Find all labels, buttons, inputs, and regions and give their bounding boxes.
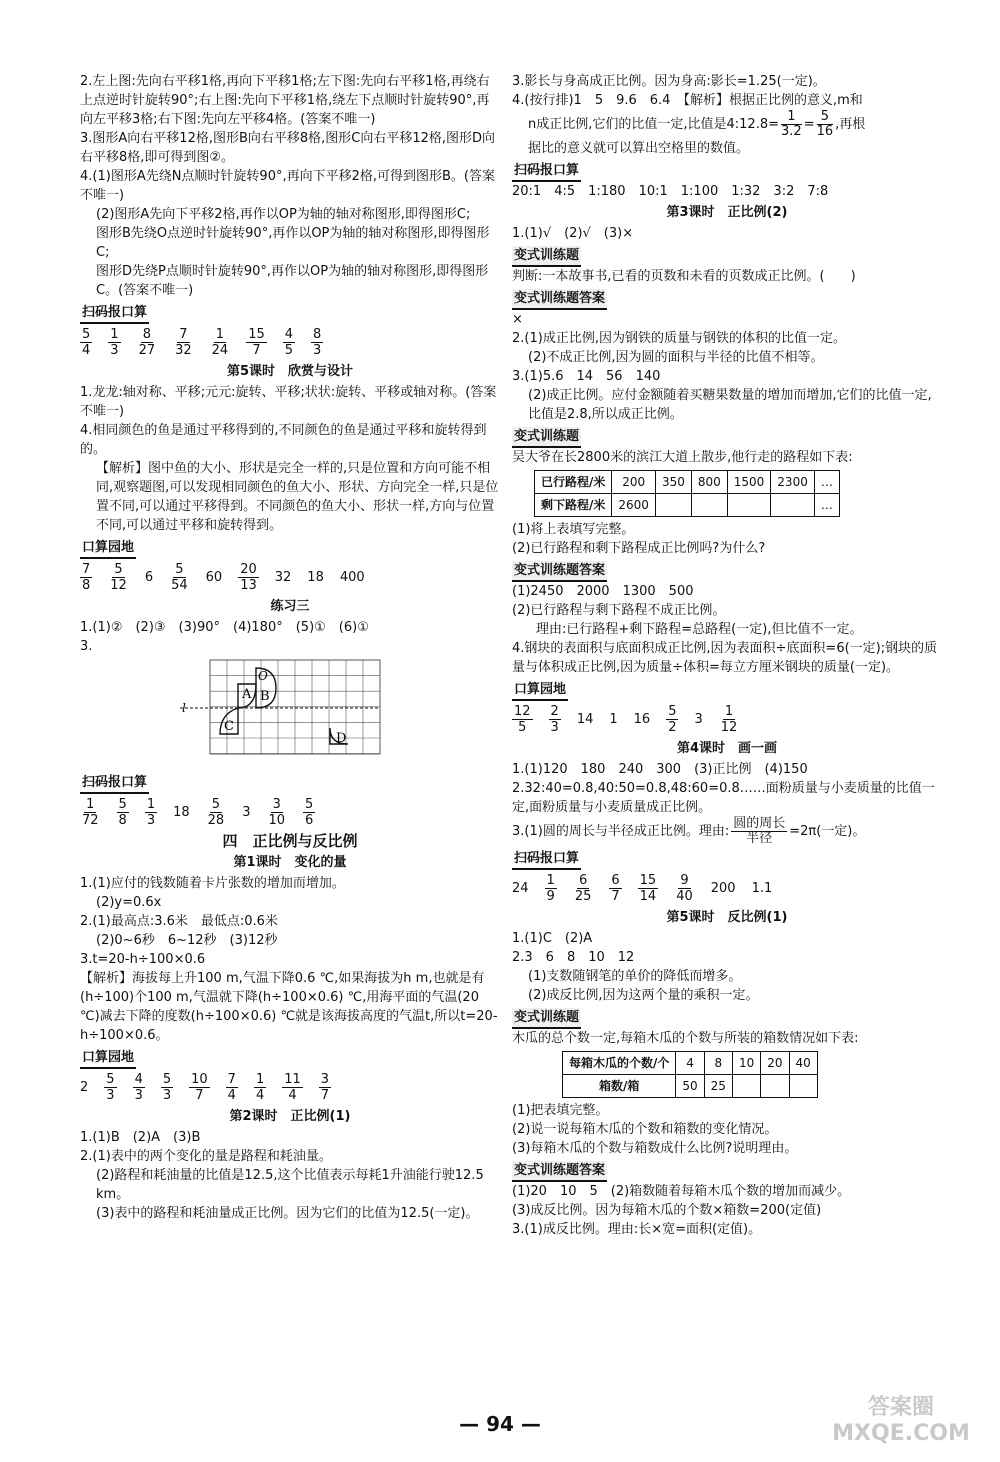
section-label-scan: 扫码报口算: [80, 303, 149, 324]
label-b: B: [260, 689, 270, 704]
section-label-variant-answer: 变式训练题答案: [512, 1161, 607, 1182]
label-a: A: [242, 687, 252, 702]
table-cell: 25: [704, 1075, 732, 1098]
answer-item: (1)2450 2000 1300 500: [512, 584, 694, 599]
question-text: (2)已行路程和剩下路程成正比例吗?为什么?: [512, 541, 766, 556]
question-text: 判断:一本故事书,已看的页数和未看的页数成正比例。( ): [512, 269, 856, 284]
answer-item: 4.(1)图形A先绕N点顺时针旋转90°,再向下平移2格,可得到图形B。(答案不唯一): [80, 169, 496, 203]
oral-answer-row: 20:1 4:5 1:180 10:1 1:100 1:32 3:2 7:8: [512, 184, 829, 199]
answer-item: (2)成反比例,因为这两个量的乘积一定。: [528, 988, 759, 1003]
answer-item: (2)图形A先向下平移2格,再作以OP为轴的轴对称图形,即得图形C;: [96, 207, 471, 222]
answer-item: 图形D先绕P点顺时针旋转90°,再作以OP为轴的轴对称图形,即得图形C。(答案不唯一): [96, 264, 489, 298]
analysis-text: 【解析】图中鱼的大小、形状是完全一样的,只是位置和方向可能不相同,观察题图,可以发现相同颜色的鱼大小、形状、方向完全一样,只是位置不同,可以通过平移得到。不同颜色的鱼大小、形状一样,方向与位置不同,可以通过平移和旋转得到。: [96, 461, 499, 533]
section-label-scan: 扫码报口算: [512, 161, 581, 182]
table-row: [535, 471, 840, 494]
table-cell: 2300: [771, 471, 815, 494]
page-number: — 94 —: [459, 1412, 541, 1436]
table-cell: 40: [789, 1052, 817, 1075]
table-cell: 8: [704, 1052, 732, 1075]
answer-item: (2)0~6秒 6~12秒 (3)12秒: [96, 933, 278, 948]
lesson-title: 第2课时 正比例(1): [229, 1109, 351, 1124]
table-cell: 剩下路程/米: [535, 494, 612, 517]
answer-item: 3.影长与身高成正比例。因为身高:影长=1.25(一定)。: [512, 74, 826, 89]
exercise-title: 练习三: [270, 599, 310, 614]
answer-item: 2.3 6 8 10 12: [512, 950, 635, 965]
left-column: [80, 72, 500, 1223]
lesson-title: 第4课时 画一画: [676, 741, 778, 756]
distance-table: [534, 470, 840, 517]
fraction: $\frac{5}{4}$: [82, 327, 91, 358]
answer-item: 3.(1)圆的周长与半径成正比例。理由: $\frac{\text{圆的周长}}{\text{半径}}$ =2π(一定)。: [512, 816, 866, 846]
question-text: (1)把表填完整。: [512, 1103, 609, 1118]
fraction: $\frac{1}{4}$: [255, 1072, 265, 1103]
fraction: $\frac{5}{6}$: [305, 797, 314, 828]
answer-item: 2.左上图:先向右平移1格,再向下平移1格;左下图:先向右平移1格,再绕右上点逆时针旋转90°;右上图:先向下平移1格,绕左下点顺时针旋转90°,再向左平移3格;右下图:先向左平移4格。(答案不唯一): [80, 74, 490, 127]
table-row: [563, 1052, 818, 1075]
table-cell: 800: [691, 471, 727, 494]
answer-item: (3)表中的路程和耗油量成正比例。因为它们的比值为12.5(一定)。: [96, 1206, 479, 1221]
answer-item: 3.: [80, 639, 93, 654]
section-label-variant: 变式训练题: [512, 427, 581, 448]
lesson-title: 第1课时 变化的量: [233, 855, 347, 870]
fraction: $\frac{1}{72}$: [82, 797, 99, 828]
label-l: l: [182, 701, 186, 715]
answer-item: 4.钢块的表面积与底面积成正比例,因为表面积÷底面积=6(一定);钢块的质量与体积成正比例,因为质量÷体积=每立方厘米钢块的质量(一定)。: [512, 641, 938, 675]
table-cell: [691, 494, 727, 517]
fraction: $\frac{8}{27}$: [138, 327, 156, 358]
answer-item: 4.(按行排)1 5 9.6 6.4 【解析】根据正比例的意义,m和: [512, 93, 863, 108]
watermark-logo: 答案圈 MXQE.COM: [832, 1395, 970, 1446]
answer-item: 1.(1)应付的钱数随着卡片张数的增加而增加。: [80, 876, 345, 891]
table-cell: 10: [732, 1052, 760, 1075]
table-row: [563, 1075, 818, 1098]
section-label-oral: 口算园地: [80, 1048, 136, 1069]
label-c: C: [224, 719, 234, 734]
number: 18: [307, 570, 324, 585]
text-segment: ,再根: [835, 117, 866, 132]
answer-item: 1.龙龙:轴对称、平移;元元:旋转、平移;状状:旋转、平移或轴对称。(答案不唯一): [80, 385, 497, 419]
fraction: $\frac{5}{2}$: [668, 704, 677, 735]
fraction: $\frac{11}{4}$: [284, 1072, 301, 1103]
number: 6: [144, 570, 154, 585]
fraction: $\frac{5}{3}$: [106, 1072, 115, 1103]
answer-item: (3)成反比例。因为每箱木瓜的个数×箱数=200(定值): [512, 1203, 822, 1218]
text-segment: n成正比例,它们的比值一定,比值是4:12.8=: [528, 117, 779, 132]
section-label-variant: 变式训练题: [512, 1008, 581, 1029]
number: 1: [609, 712, 618, 727]
right-column: [512, 72, 942, 1239]
fraction: $\frac{3}{10}$: [268, 797, 286, 828]
question-text: (2)说一说每箱木瓜的个数和箱数的变化情况。: [512, 1122, 778, 1137]
table-cell: 20: [761, 1052, 789, 1075]
fraction: $\frac{1}{3.2}$: [781, 109, 802, 139]
answer-item: 3.(1)5.6 14 56 140: [512, 369, 661, 384]
section-label-variant: 变式训练题: [512, 246, 581, 267]
answer-item: 2.(1)表中的两个变化的量是路程和耗油量。: [80, 1149, 332, 1164]
number: 18: [173, 805, 190, 820]
question-text: 吴大爷在长2800米的滨江大道上散步,他行走的路程如下表:: [512, 450, 853, 465]
oral-answer-row: [512, 704, 942, 735]
number: 1.1: [751, 881, 773, 896]
fraction: $\frac{1}{3}$: [110, 327, 119, 358]
fraction: $\frac{15}{14}$: [639, 873, 657, 904]
section-label-variant-answer: 变式训练题答案: [512, 289, 607, 310]
fraction: $\frac{5}{8}$: [118, 797, 127, 828]
table-cell: [655, 494, 691, 517]
fraction: $\frac{4}{3}$: [134, 1072, 143, 1103]
table-cell: [732, 1075, 760, 1098]
fraction: $\frac{1}{12}$: [720, 704, 738, 735]
lesson-title: 第5课时 反比例(1): [666, 910, 788, 925]
number: 3: [694, 712, 703, 727]
table-cell: 每箱木瓜的个数/个: [563, 1052, 676, 1075]
answer-item: (1)20 10 5 (2)箱数随着每箱木瓜个数的增加而减少。: [512, 1184, 851, 1199]
number: 200: [710, 881, 736, 896]
answer-item: 3.(1)成反比例。理由:长×宽=面积(定值)。: [512, 1222, 762, 1237]
answer-item: 3.t=20-h÷100×0.6: [80, 952, 206, 967]
fraction: $\frac{3}{7}$: [320, 1072, 330, 1103]
number: 3: [242, 805, 251, 820]
answer-item: 4.相同颜色的鱼是通过平移得到的,不同颜色的鱼是通过平移和旋转得到的。: [80, 423, 487, 457]
grid-figure: [180, 658, 500, 764]
answer-item: 图形B先绕O点逆时针旋转90°,再作以OP为轴的轴对称图形,即得图形C;: [96, 226, 490, 260]
answer-item: n成正比例,它们的比值一定,比值是4:12.8= $\frac{1}{3.2}$ = $\frac{5}{16}$ ,再根: [528, 109, 866, 139]
answer-item: 2.32:40=0.8,40:50=0.8,48:60=0.8……面粉质量与小麦质量的比值一定,面粉质量与小麦质量成正比例。: [512, 781, 935, 815]
table-row: [535, 494, 840, 517]
section-label-oral: 口算园地: [80, 538, 136, 559]
fraction: $\frac{7}{32}$: [175, 327, 192, 358]
fraction: $\frac{2}{3}$: [550, 704, 559, 735]
fraction: $\frac{1}{9}$: [546, 873, 555, 904]
table-cell: [789, 1075, 817, 1098]
table-cell: 2600: [612, 494, 656, 517]
fraction: $\frac{6}{25}$: [574, 873, 592, 904]
number: 32: [274, 570, 292, 585]
analysis-text: 【解析】海拔每上升100 m,气温下降0.6 ℃,如果海拔为h m,也就是有(h÷100)个100 m,气温就下降(h÷100×0.6) ℃,用海平面的气温(20 ℃)减去下降的度数(h÷100×0.6) ℃就是该海拔高度的气温t,所以t=20-h÷100×0.6。: [80, 971, 498, 1043]
fraction: $\frac{4}{5}$: [284, 327, 294, 358]
fraction: $\frac{1}{3}$: [146, 797, 156, 828]
answer-item: 2.(1)最高点:3.6米 最低点:0.6米: [80, 914, 278, 929]
label-d: D: [336, 731, 347, 746]
fraction: $\frac{20}{13}$: [240, 562, 257, 593]
table-cell: [771, 494, 815, 517]
answer-item: 2.(1)成正比例,因为钢铁的质量与钢铁的体积的比值一定。: [512, 331, 846, 346]
chapter-title: 四 正比例与反比例: [222, 832, 358, 850]
answer-item: 1.(1)120 180 240 300 (3)正比例 (4)150: [512, 762, 808, 777]
fraction: $\frac{12}{5}$: [514, 704, 531, 735]
fraction: $\frac{5}{54}$: [171, 562, 188, 593]
number: 14: [576, 712, 594, 727]
lesson-title: 第5课时 欣赏与设计: [226, 364, 354, 379]
answer-item: 1.(1)② (2)③ (3)90° (4)180° (5)① (6)①: [80, 620, 369, 635]
fraction: $\frac{7}{4}$: [227, 1072, 236, 1103]
answer-item: (2)已行路程与剩下路程不成正比例。: [512, 603, 726, 618]
answer-item: 据比的意义就可以算出空格里的数值。: [528, 141, 750, 156]
question-text: 木瓜的总个数一定,每箱木瓜的个数与所装的箱数情况如下表:: [512, 1031, 859, 1046]
table-cell: …: [814, 494, 839, 517]
table-cell: 1500: [727, 471, 771, 494]
section-label-variant-answer: 变式训练题答案: [512, 561, 607, 582]
answer-item: (2)不成正比例,因为圆的面积与半径的比值不相等。: [528, 350, 824, 365]
number: 24: [512, 881, 529, 896]
fraction: $\frac{9}{40}$: [676, 873, 693, 904]
question-text: (1)将上表填写完整。: [512, 522, 635, 537]
table-cell: [727, 494, 771, 517]
fraction: $\frac{5}{28}$: [207, 797, 225, 828]
fraction: $\frac{\text{圆的周长}}{\text{半径}}$: [733, 816, 786, 846]
number: 16: [633, 712, 651, 727]
fraction: $\frac{1}{24}$: [211, 327, 229, 358]
fraction: $\frac{8}{3}$: [313, 327, 322, 358]
answer-item: (1)支数随钢笔的单价的降低而增多。: [528, 969, 742, 984]
papaya-table: [562, 1051, 818, 1098]
fraction: $\frac{6}{7}$: [611, 873, 620, 904]
table-cell: 50: [676, 1075, 704, 1098]
table-cell: …: [814, 471, 839, 494]
lesson-title: 第3课时 正比例(2): [666, 205, 788, 220]
number: 60: [205, 570, 223, 585]
fraction: $\frac{10}{7}$: [191, 1072, 208, 1103]
number: 2: [80, 1080, 89, 1095]
answer-item: 3.图形A向右平移12格,图形B向右平移8格,图形C向右平移12格,图形D向右平移8格,即可得到图②。: [80, 131, 496, 165]
table-cell: [761, 1075, 789, 1098]
grid-diagram: [180, 658, 390, 758]
table-cell: 350: [655, 471, 691, 494]
label-o: O: [258, 669, 268, 683]
answer-item: 1.(1)√ (2)√ (3)×: [512, 226, 634, 241]
table-cell: 箱数/箱: [563, 1075, 676, 1098]
answer-item: 理由:已行路程+剩下路程=总路程(一定),但比值不一定。: [536, 622, 863, 637]
fraction: $\frac{7}{8}$: [82, 562, 91, 593]
fraction: $\frac{5}{12}$: [110, 562, 127, 593]
answer-item: (2)y=0.6x: [96, 895, 162, 910]
section-label-scan: 扫码报口算: [512, 849, 581, 870]
question-text: (3)每箱木瓜的个数与箱数成什么比例?说明理由。: [512, 1141, 798, 1156]
number: 400: [339, 570, 365, 585]
table-cell: 已行路程/米: [535, 471, 612, 494]
answer-item: (2)路程和耗油量的比值是12.5,这个比值表示每耗1升油能行驶12.5 km。: [96, 1168, 484, 1202]
oral-answer-row: [512, 873, 942, 904]
section-label-oral: 口算园地: [512, 680, 568, 701]
answer-item: ×: [512, 312, 523, 327]
table-cell: 4: [676, 1052, 704, 1075]
oral-answer-row: [80, 562, 500, 593]
answer-item: (2)成正比例。应付金额随着买糖果数量的增加而增加,它们的比值一定,比值是2.8,所以成正比例。: [528, 388, 932, 422]
answer-item: 1.(1)B (2)A (3)B: [80, 1130, 201, 1145]
table-cell: 200: [612, 471, 656, 494]
fraction: $\frac{15}{7}$: [248, 327, 265, 358]
fraction: $\frac{5}{16}$: [816, 109, 834, 139]
fraction: $\frac{5}{3}$: [162, 1072, 172, 1103]
oral-answer-row: [80, 327, 500, 358]
oral-answer-row: [80, 1072, 500, 1103]
oral-answer-row: [80, 797, 500, 828]
answer-item: 1.(1)C (2)A: [512, 931, 593, 946]
section-label-scan: 扫码报口算: [80, 773, 149, 794]
